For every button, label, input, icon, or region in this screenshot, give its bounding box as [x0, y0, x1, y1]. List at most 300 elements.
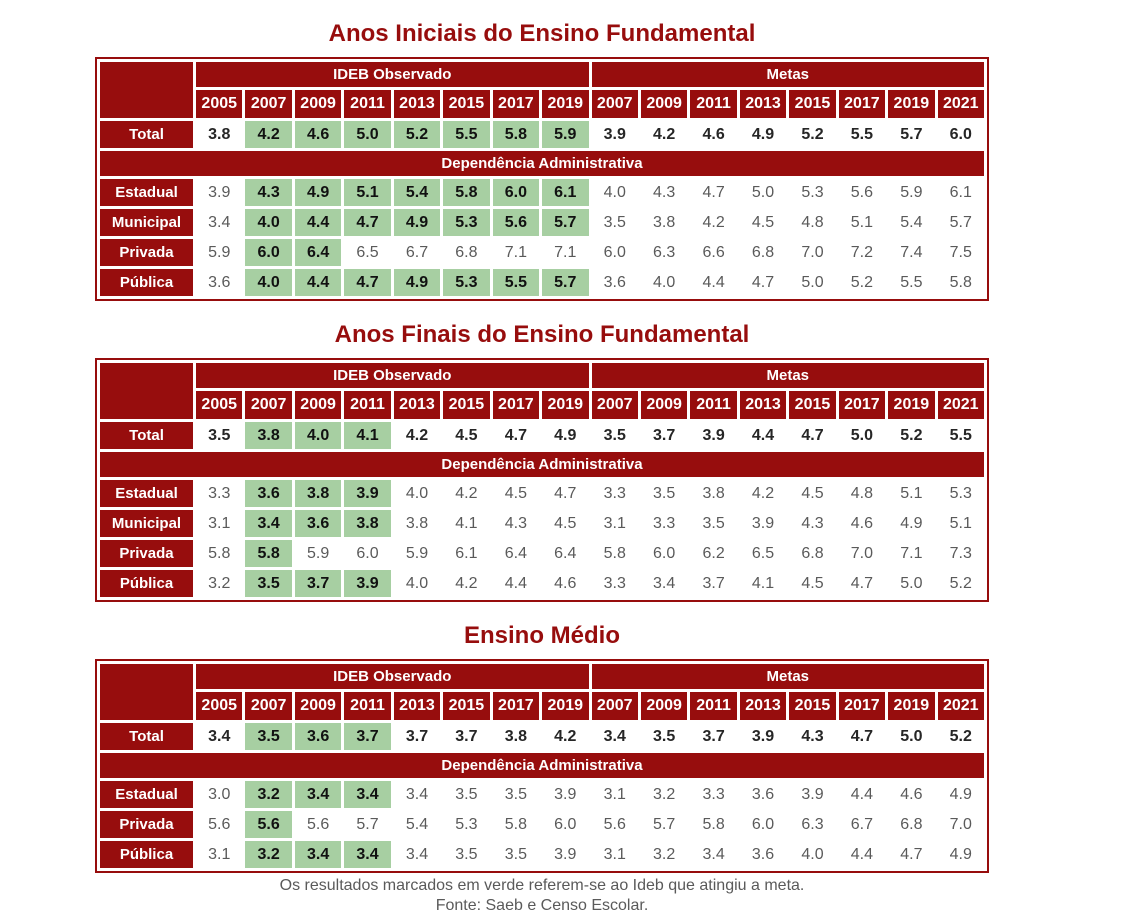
year-header-cell: 2021	[938, 692, 984, 720]
meta-value-cell: 4.4	[839, 841, 885, 868]
row-label-cell: Privada	[100, 540, 193, 567]
meta-value-cell: 3.6	[740, 841, 786, 868]
meta-value-cell: 6.7	[839, 811, 885, 838]
observed-value-cell: 6.0	[493, 179, 539, 206]
meta-value-cell: 4.3	[789, 510, 835, 537]
observed-value-cell: 3.5	[245, 570, 291, 597]
meta-value-cell: 3.9	[789, 781, 835, 808]
meta-value-cell: 3.3	[690, 781, 736, 808]
row-label-cell: Total	[100, 723, 193, 750]
observed-value-cell: 4.2	[443, 480, 489, 507]
year-header-cell: 2019	[542, 90, 588, 118]
ideb-table	[95, 659, 989, 873]
year-header-cell: 2011	[344, 692, 390, 720]
meta-value-cell: 5.2	[839, 269, 885, 296]
meta-value-cell: 3.6	[592, 269, 638, 296]
year-header-cell: 2017	[839, 692, 885, 720]
observed-value-cell: 4.0	[394, 570, 440, 597]
observed-value-cell: 6.0	[344, 540, 390, 567]
meta-value-cell: 6.2	[690, 540, 736, 567]
meta-value-cell: 3.7	[690, 723, 736, 750]
table-row	[100, 811, 984, 838]
ideb-observado-header: IDEB Observado	[196, 664, 589, 689]
meta-value-cell: 3.8	[641, 209, 687, 236]
observed-value-cell: 3.8	[295, 480, 341, 507]
row-label-cell: Municipal	[100, 510, 193, 537]
observed-value-cell: 5.8	[196, 540, 242, 567]
table-row	[100, 121, 984, 148]
meta-value-cell: 4.0	[592, 179, 638, 206]
observed-value-cell: 5.9	[196, 239, 242, 266]
row-label-cell: Estadual	[100, 179, 193, 206]
year-header-row	[100, 391, 984, 419]
table-row	[100, 269, 984, 296]
observed-value-cell: 5.5	[443, 121, 489, 148]
observed-value-cell: 3.4	[394, 781, 440, 808]
meta-value-cell: 7.3	[938, 540, 984, 567]
meta-value-cell: 3.3	[641, 510, 687, 537]
row-label-cell: Total	[100, 121, 193, 148]
meta-value-cell: 3.5	[641, 723, 687, 750]
observed-value-cell: 5.3	[443, 269, 489, 296]
observed-value-cell: 4.9	[295, 179, 341, 206]
meta-value-cell: 5.1	[839, 209, 885, 236]
observed-value-cell: 5.9	[394, 540, 440, 567]
observed-value-cell: 3.5	[196, 422, 242, 449]
observed-value-cell: 3.9	[542, 841, 588, 868]
observed-value-cell: 3.7	[344, 723, 390, 750]
observed-value-cell: 3.4	[196, 723, 242, 750]
meta-value-cell: 4.2	[690, 209, 736, 236]
observed-value-cell: 3.2	[245, 781, 291, 808]
observed-value-cell: 6.0	[542, 811, 588, 838]
observed-value-cell: 4.3	[245, 179, 291, 206]
meta-value-cell: 5.0	[888, 570, 934, 597]
meta-value-cell: 7.0	[839, 540, 885, 567]
meta-value-cell: 4.7	[690, 179, 736, 206]
meta-value-cell: 5.8	[690, 811, 736, 838]
meta-value-cell: 3.8	[690, 480, 736, 507]
row-label-cell: Privada	[100, 239, 193, 266]
group-header-row	[100, 62, 984, 87]
meta-value-cell: 6.6	[690, 239, 736, 266]
year-header-cell: 2015	[789, 391, 835, 419]
meta-value-cell: 7.1	[888, 540, 934, 567]
year-header-cell: 2021	[938, 391, 984, 419]
observed-value-cell: 3.9	[542, 781, 588, 808]
observed-value-cell: 3.4	[344, 781, 390, 808]
meta-value-cell: 4.4	[740, 422, 786, 449]
meta-value-cell: 4.0	[789, 841, 835, 868]
ideb-table	[95, 57, 989, 301]
meta-value-cell: 6.0	[938, 121, 984, 148]
year-header-cell: 2017	[839, 90, 885, 118]
observed-value-cell: 6.4	[295, 239, 341, 266]
meta-value-cell: 5.0	[839, 422, 885, 449]
meta-value-cell: 3.4	[690, 841, 736, 868]
corner-cell	[100, 363, 193, 419]
metas-header: Metas	[592, 62, 985, 87]
year-header-cell: 2015	[789, 692, 835, 720]
meta-value-cell: 4.3	[641, 179, 687, 206]
content-column	[95, 6, 989, 916]
year-header-cell: 2017	[839, 391, 885, 419]
row-label-cell: Pública	[100, 841, 193, 868]
meta-value-cell: 4.7	[740, 269, 786, 296]
observed-value-cell: 5.7	[344, 811, 390, 838]
meta-value-cell: 6.5	[740, 540, 786, 567]
meta-value-cell: 7.2	[839, 239, 885, 266]
meta-value-cell: 5.7	[888, 121, 934, 148]
meta-value-cell: 4.6	[690, 121, 736, 148]
observed-value-cell: 4.2	[542, 723, 588, 750]
year-header-cell: 2015	[789, 90, 835, 118]
observed-value-cell: 3.6	[245, 480, 291, 507]
meta-value-cell: 4.1	[740, 570, 786, 597]
meta-value-cell: 5.4	[888, 209, 934, 236]
year-header-cell: 2011	[344, 90, 390, 118]
ideb-observado-header: IDEB Observado	[196, 62, 589, 87]
meta-value-cell: 5.9	[888, 179, 934, 206]
meta-value-cell: 3.3	[592, 570, 638, 597]
meta-value-cell: 5.8	[938, 269, 984, 296]
observed-value-cell: 5.6	[245, 811, 291, 838]
year-header-cell: 2019	[888, 391, 934, 419]
meta-value-cell: 4.3	[789, 723, 835, 750]
table-row	[100, 540, 984, 567]
observed-value-cell: 3.7	[295, 570, 341, 597]
observed-value-cell: 3.9	[196, 179, 242, 206]
observed-value-cell: 4.2	[443, 570, 489, 597]
year-header-cell: 2011	[690, 391, 736, 419]
observed-value-cell: 3.1	[196, 841, 242, 868]
observed-value-cell: 4.2	[394, 422, 440, 449]
meta-value-cell: 5.6	[592, 811, 638, 838]
table-row	[100, 841, 984, 868]
meta-value-cell: 5.0	[888, 723, 934, 750]
observed-value-cell: 4.4	[493, 570, 539, 597]
admin-section-header: Dependência Administrativa	[100, 452, 984, 477]
meta-value-cell: 3.2	[641, 781, 687, 808]
observed-value-cell: 3.1	[196, 510, 242, 537]
observed-value-cell: 4.6	[542, 570, 588, 597]
metas-header: Metas	[592, 664, 985, 689]
observed-value-cell: 6.8	[443, 239, 489, 266]
observed-value-cell: 4.4	[295, 209, 341, 236]
meta-value-cell: 4.4	[690, 269, 736, 296]
observed-value-cell: 3.4	[295, 781, 341, 808]
year-header-cell: 2013	[394, 90, 440, 118]
year-header-cell: 2013	[740, 692, 786, 720]
year-header-cell: 2005	[196, 90, 242, 118]
table-row	[100, 510, 984, 537]
group-header-row	[100, 363, 984, 388]
table-row	[100, 781, 984, 808]
observed-value-cell: 3.5	[443, 841, 489, 868]
meta-value-cell: 5.2	[938, 723, 984, 750]
year-header-cell: 2009	[295, 90, 341, 118]
year-header-cell: 2009	[295, 692, 341, 720]
year-header-cell: 2007	[245, 90, 291, 118]
meta-value-cell: 5.0	[789, 269, 835, 296]
meta-value-cell: 5.5	[888, 269, 934, 296]
year-header-cell: 2015	[443, 391, 489, 419]
meta-value-cell: 5.1	[938, 510, 984, 537]
observed-value-cell: 5.0	[344, 121, 390, 148]
meta-value-cell: 4.6	[839, 510, 885, 537]
meta-value-cell: 5.7	[641, 811, 687, 838]
observed-value-cell: 3.4	[344, 841, 390, 868]
meta-value-cell: 3.6	[740, 781, 786, 808]
table-row	[100, 209, 984, 236]
year-header-cell: 2017	[493, 692, 539, 720]
year-header-cell: 2005	[196, 692, 242, 720]
meta-value-cell: 6.0	[740, 811, 786, 838]
observed-value-cell: 4.5	[443, 422, 489, 449]
year-header-cell: 2007	[245, 391, 291, 419]
observed-value-cell: 4.0	[245, 209, 291, 236]
meta-value-cell: 4.8	[789, 209, 835, 236]
source-note: Fonte: Saeb e Censo Escolar.	[435, 897, 649, 914]
table-row	[100, 179, 984, 206]
meta-value-cell: 4.2	[641, 121, 687, 148]
corner-cell	[100, 664, 193, 720]
meta-value-cell: 5.7	[938, 209, 984, 236]
observed-value-cell: 4.9	[394, 209, 440, 236]
observed-value-cell: 4.7	[344, 269, 390, 296]
row-label-cell: Pública	[100, 570, 193, 597]
observed-value-cell: 3.4	[394, 841, 440, 868]
meta-value-cell: 6.8	[888, 811, 934, 838]
observed-value-cell: 3.6	[295, 510, 341, 537]
observed-value-cell: 3.2	[196, 570, 242, 597]
observed-value-cell: 6.0	[245, 239, 291, 266]
observed-value-cell: 4.9	[394, 269, 440, 296]
meta-value-cell: 3.1	[592, 841, 638, 868]
tables-root	[95, 6, 989, 873]
observed-value-cell: 3.8	[196, 121, 242, 148]
observed-value-cell: 4.9	[542, 422, 588, 449]
year-header-cell: 2009	[641, 692, 687, 720]
observed-value-cell: 4.7	[493, 422, 539, 449]
year-header-cell: 2021	[938, 90, 984, 118]
observed-value-cell: 3.5	[443, 781, 489, 808]
year-header-cell: 2017	[493, 391, 539, 419]
observed-value-cell: 5.8	[245, 540, 291, 567]
meta-value-cell: 4.9	[888, 510, 934, 537]
observed-value-cell: 5.8	[493, 811, 539, 838]
observed-value-cell: 4.0	[245, 269, 291, 296]
observed-value-cell: 5.7	[542, 209, 588, 236]
meta-value-cell: 7.0	[938, 811, 984, 838]
year-header-row	[100, 90, 984, 118]
observed-value-cell: 4.5	[542, 510, 588, 537]
year-header-cell: 2013	[740, 391, 786, 419]
year-header-cell: 2013	[740, 90, 786, 118]
meta-value-cell: 5.8	[592, 540, 638, 567]
observed-value-cell: 4.4	[295, 269, 341, 296]
meta-value-cell: 5.6	[839, 179, 885, 206]
observed-value-cell: 3.7	[394, 723, 440, 750]
observed-value-cell: 5.3	[443, 209, 489, 236]
legend-note: Os resultados marcados em verde referem-se ao Ideb que atingiu a meta.	[279, 877, 805, 894]
meta-value-cell: 3.1	[592, 510, 638, 537]
observed-value-cell: 6.4	[542, 540, 588, 567]
observed-value-cell: 6.5	[344, 239, 390, 266]
observed-value-cell: 3.5	[493, 781, 539, 808]
observed-value-cell: 3.9	[344, 480, 390, 507]
observed-value-cell: 3.4	[196, 209, 242, 236]
meta-value-cell: 4.5	[789, 480, 835, 507]
observed-value-cell: 4.0	[295, 422, 341, 449]
year-header-cell: 2009	[295, 391, 341, 419]
meta-value-cell: 3.9	[740, 723, 786, 750]
observed-value-cell: 3.3	[196, 480, 242, 507]
meta-value-cell: 3.2	[641, 841, 687, 868]
observed-value-cell: 3.4	[295, 841, 341, 868]
year-header-cell: 2007	[592, 692, 638, 720]
meta-value-cell: 3.7	[641, 422, 687, 449]
observed-value-cell: 4.1	[443, 510, 489, 537]
year-header-cell: 2019	[888, 692, 934, 720]
table-row	[100, 480, 984, 507]
meta-value-cell: 3.5	[641, 480, 687, 507]
table-row	[100, 239, 984, 266]
meta-value-cell: 7.4	[888, 239, 934, 266]
meta-value-cell: 5.5	[839, 121, 885, 148]
year-header-cell: 2007	[245, 692, 291, 720]
observed-value-cell: 5.9	[542, 121, 588, 148]
observed-value-cell: 4.5	[493, 480, 539, 507]
meta-value-cell: 6.0	[641, 540, 687, 567]
observed-value-cell: 5.3	[443, 811, 489, 838]
year-header-cell: 2009	[641, 391, 687, 419]
table-row	[100, 422, 984, 449]
meta-value-cell: 3.5	[690, 510, 736, 537]
observed-value-cell: 4.7	[542, 480, 588, 507]
meta-value-cell: 4.7	[888, 841, 934, 868]
observed-value-cell: 3.5	[493, 841, 539, 868]
meta-value-cell: 6.1	[938, 179, 984, 206]
meta-value-cell: 3.5	[592, 422, 638, 449]
meta-value-cell: 5.1	[888, 480, 934, 507]
table-section-3	[95, 602, 989, 873]
meta-value-cell: 4.5	[740, 209, 786, 236]
observed-value-cell: 3.7	[443, 723, 489, 750]
ideb-table	[95, 358, 989, 602]
meta-value-cell: 3.4	[592, 723, 638, 750]
observed-value-cell: 3.8	[493, 723, 539, 750]
observed-value-cell: 5.6	[493, 209, 539, 236]
observed-value-cell: 5.8	[493, 121, 539, 148]
admin-section-header: Dependência Administrativa	[100, 753, 984, 778]
meta-value-cell: 4.7	[789, 422, 835, 449]
admin-divider-row	[100, 452, 984, 477]
meta-value-cell: 4.7	[839, 723, 885, 750]
observed-value-cell: 3.8	[344, 510, 390, 537]
row-label-cell: Pública	[100, 269, 193, 296]
observed-value-cell: 5.9	[295, 540, 341, 567]
year-header-cell: 2015	[443, 90, 489, 118]
observed-value-cell: 3.4	[245, 510, 291, 537]
table-title: Anos Iniciais do Ensino Fundamental	[328, 20, 756, 47]
observed-value-cell: 4.6	[295, 121, 341, 148]
observed-value-cell: 4.0	[394, 480, 440, 507]
admin-divider-row	[100, 753, 984, 778]
observed-value-cell: 5.6	[295, 811, 341, 838]
meta-value-cell: 4.8	[839, 480, 885, 507]
meta-value-cell: 3.7	[690, 570, 736, 597]
meta-value-cell: 4.2	[740, 480, 786, 507]
admin-divider-row	[100, 151, 984, 176]
observed-value-cell: 3.9	[344, 570, 390, 597]
year-header-cell: 2007	[592, 391, 638, 419]
table-section-1	[95, 6, 989, 301]
year-header-cell: 2005	[196, 391, 242, 419]
observed-value-cell: 6.1	[542, 179, 588, 206]
meta-value-cell: 5.2	[938, 570, 984, 597]
table-row	[100, 570, 984, 597]
meta-value-cell: 6.0	[592, 239, 638, 266]
year-header-cell: 2009	[641, 90, 687, 118]
meta-value-cell: 4.4	[839, 781, 885, 808]
year-header-cell: 2013	[394, 692, 440, 720]
observed-value-cell: 5.4	[394, 811, 440, 838]
admin-section-header: Dependência Administrativa	[100, 151, 984, 176]
meta-value-cell: 4.6	[888, 781, 934, 808]
meta-value-cell: 5.3	[938, 480, 984, 507]
year-header-cell: 2011	[690, 692, 736, 720]
meta-value-cell: 5.0	[740, 179, 786, 206]
meta-value-cell: 3.5	[592, 209, 638, 236]
meta-value-cell: 4.9	[740, 121, 786, 148]
table-title: Ensino Médio	[464, 622, 620, 649]
meta-value-cell: 3.1	[592, 781, 638, 808]
meta-value-cell: 4.5	[789, 570, 835, 597]
observed-value-cell: 3.6	[196, 269, 242, 296]
year-header-row	[100, 692, 984, 720]
observed-value-cell: 3.0	[196, 781, 242, 808]
observed-value-cell: 4.3	[493, 510, 539, 537]
footnote-block	[95, 873, 989, 916]
observed-value-cell: 5.7	[542, 269, 588, 296]
observed-value-cell: 6.4	[493, 540, 539, 567]
observed-value-cell: 6.1	[443, 540, 489, 567]
meta-value-cell: 4.0	[641, 269, 687, 296]
meta-value-cell: 6.3	[789, 811, 835, 838]
meta-value-cell: 4.9	[938, 781, 984, 808]
table-title: Anos Finais do Ensino Fundamental	[334, 321, 750, 348]
year-header-cell: 2011	[344, 391, 390, 419]
observed-value-cell: 4.1	[344, 422, 390, 449]
meta-value-cell: 6.3	[641, 239, 687, 266]
observed-value-cell: 3.5	[245, 723, 291, 750]
observed-value-cell: 5.1	[344, 179, 390, 206]
meta-value-cell: 5.2	[789, 121, 835, 148]
observed-value-cell: 5.6	[196, 811, 242, 838]
observed-value-cell: 3.8	[245, 422, 291, 449]
meta-value-cell: 3.4	[641, 570, 687, 597]
observed-value-cell: 5.8	[443, 179, 489, 206]
row-label-cell: Privada	[100, 811, 193, 838]
meta-value-cell: 6.8	[740, 239, 786, 266]
meta-value-cell: 7.0	[789, 239, 835, 266]
year-header-cell: 2013	[394, 391, 440, 419]
table-section-2	[95, 301, 989, 602]
corner-cell	[100, 62, 193, 118]
year-header-cell: 2017	[493, 90, 539, 118]
year-header-cell: 2007	[592, 90, 638, 118]
